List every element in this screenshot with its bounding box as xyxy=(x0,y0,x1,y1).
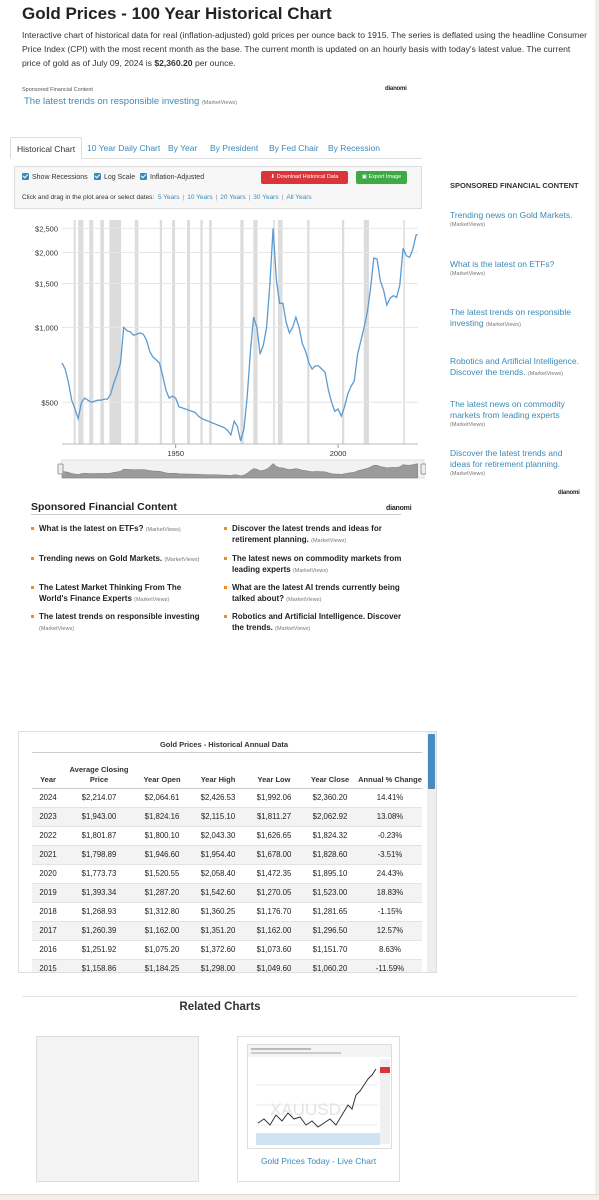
table-row xyxy=(32,864,422,883)
table-row xyxy=(32,902,422,921)
x-tick-label: 2000 xyxy=(329,449,347,458)
table-cell: $1,811.27 xyxy=(246,807,302,826)
tab-by-president[interactable]: By President xyxy=(210,143,259,153)
download-button-label: Download Historical Data xyxy=(276,174,339,180)
gold-price-chart[interactable] xyxy=(18,212,426,492)
table-row xyxy=(32,845,422,864)
related-chart-card-placeholder[interactable] xyxy=(36,1036,199,1182)
tab-historical-chart[interactable]: Historical Chart xyxy=(10,137,82,159)
right-sidebar-item[interactable] xyxy=(450,210,585,230)
divider xyxy=(31,514,401,515)
checkbox-checked-icon[interactable] xyxy=(94,173,101,180)
table-row xyxy=(32,921,422,940)
table-cell: $1,298.00 xyxy=(190,959,246,973)
sponsored-grid-item[interactable] xyxy=(31,582,211,606)
column-header: Year xyxy=(32,757,64,788)
tab-by-year[interactable]: By Year xyxy=(168,143,198,153)
checkbox-checked-icon[interactable] xyxy=(140,173,147,180)
table-cell: $1,372.60 xyxy=(190,940,246,959)
download-historical-data-button[interactable] xyxy=(261,171,348,184)
table-cell: $2,360.20 xyxy=(302,788,358,807)
table-cell: $1,287.20 xyxy=(134,883,190,902)
column-header: Annual % Change xyxy=(358,757,422,788)
column-header: Year High xyxy=(190,757,246,788)
current-gold-price: $2,360.20 xyxy=(154,58,193,68)
sponsored-grid-item-source: (MarketViews) xyxy=(311,538,347,544)
table-row xyxy=(32,940,422,959)
dianomi-logo: dianomi xyxy=(386,505,412,512)
scrollbar-thumb[interactable] xyxy=(428,734,435,789)
annual-change-cell: -0.23% xyxy=(358,826,422,845)
sponsored-grid-item-text[interactable]: The Latest Market Thinking From The World's Finance Experts xyxy=(39,583,182,603)
recession-band xyxy=(135,220,139,444)
table-cell: $1,946.60 xyxy=(134,845,190,864)
sponsored-grid-item[interactable] xyxy=(31,523,211,536)
download-icon: ⬇ xyxy=(270,174,277,180)
recession-band xyxy=(307,220,309,444)
table-cell: $1,260.39 xyxy=(64,921,134,940)
recession-band xyxy=(160,220,162,444)
annual-change-cell: -3.51% xyxy=(358,845,422,864)
bottom-page-border xyxy=(0,1194,599,1200)
divider xyxy=(32,752,422,753)
sponsored-grid-item-text[interactable]: Robotics and Artificial Intelligence. Discover the trends. xyxy=(232,612,402,632)
right-sidebar-item-source: (MarketViews) xyxy=(485,322,521,328)
table-cell: $1,162.00 xyxy=(246,921,302,940)
recession-band xyxy=(172,220,175,444)
top-sponsored-link[interactable] xyxy=(24,96,237,107)
table-cell: $1,626.65 xyxy=(246,826,302,845)
table-cell: $1,251.92 xyxy=(64,940,134,959)
table-cell: $1,801.87 xyxy=(64,826,134,845)
recession-band xyxy=(100,220,104,444)
table-row xyxy=(32,788,422,807)
right-sidebar-item-source: (MarketViews) xyxy=(450,271,486,277)
table-cell: $2,058.40 xyxy=(190,864,246,883)
table-cell: 2019 xyxy=(32,883,64,902)
recession-band xyxy=(240,220,243,444)
table-row xyxy=(32,826,422,845)
date-link-all-years[interactable]: All Years xyxy=(286,194,312,201)
recession-band xyxy=(278,220,283,444)
right-sidebar-item-text[interactable]: Trending news on Gold Markets. xyxy=(450,210,573,220)
right-sidebar-item[interactable] xyxy=(450,307,585,330)
table-cell: $1,954.40 xyxy=(190,845,246,864)
log-scale-label: Log Scale xyxy=(104,174,136,181)
column-header: Year Low xyxy=(246,757,302,788)
table-cell: $1,523.00 xyxy=(302,883,358,902)
annual-change-cell: -11.59% xyxy=(358,959,422,973)
sponsored-grid-item[interactable] xyxy=(31,553,211,566)
annual-change-cell: 12.57% xyxy=(358,921,422,940)
column-header: Year Open xyxy=(134,757,190,788)
y-tick-label: $1,500 xyxy=(35,279,58,289)
y-tick-label: $2,500 xyxy=(35,224,58,234)
y-tick-label: $2,000 xyxy=(35,248,58,258)
right-sidebar-item-source: (MarketViews) xyxy=(527,371,564,377)
recession-band xyxy=(364,220,369,444)
table-cell: $2,043.30 xyxy=(190,826,246,845)
right-sidebar-item[interactable] xyxy=(450,259,585,279)
sponsored-grid-item[interactable] xyxy=(224,523,404,547)
table-cell: $1,472.35 xyxy=(246,864,302,883)
live-chart-thumbnail[interactable] xyxy=(247,1044,392,1149)
table-cell: 2017 xyxy=(32,921,64,940)
right-sidebar-item[interactable] xyxy=(450,448,585,479)
table-cell: 2015 xyxy=(32,959,64,973)
date-link-5-years[interactable]: 5 Years xyxy=(157,194,180,201)
table-cell: $1,360.25 xyxy=(190,902,246,921)
annual-change-cell: 14.41% xyxy=(358,788,422,807)
table-cell: $1,828.60 xyxy=(302,845,358,864)
sponsored-grid-item-text[interactable]: What are the latest AI trends currently being talked about? xyxy=(232,583,400,603)
inflation-adjusted-label: Inflation-Adjusted xyxy=(150,174,205,181)
right-sidebar-item-text[interactable]: The latest news on commodity markets from leading experts xyxy=(450,399,565,420)
tab-10-year-daily-chart[interactable]: 10 Year Daily Chart xyxy=(87,143,161,153)
table-cell: $1,351.20 xyxy=(190,921,246,940)
table-cell: 2020 xyxy=(32,864,64,883)
date-link-10-years[interactable]: 10 Years xyxy=(187,194,213,201)
navigator-handle-left xyxy=(58,464,63,474)
annual-data-table-panel[interactable] xyxy=(18,731,437,973)
table-cell: 2024 xyxy=(32,788,64,807)
sponsored-grid-item-source: (MarketViews) xyxy=(145,527,181,533)
table-row xyxy=(32,883,422,902)
table-cell: $1,151.70 xyxy=(302,940,358,959)
table-cell: $1,798.89 xyxy=(64,845,134,864)
table-cell: $1,773.73 xyxy=(64,864,134,883)
chart-tabs xyxy=(10,137,422,159)
table-cell: $1,312.80 xyxy=(134,902,190,921)
table-cell: $1,943.00 xyxy=(64,807,134,826)
sponsored-grid-item-source: (MarketViews) xyxy=(275,626,311,632)
sponsored-label: Sponsored Financial Content xyxy=(22,87,93,93)
description-text: Interactive chart of historical data for real (inflation-adjusted) gold prices per ounce back to 1915. The series is deflated using the headline Consumer Price Index (CPI) with the most recent month as the base. The current month is updated on an hourly basis with today's latest value. The current price of gold as of July 09, 2024 is xyxy=(22,30,587,68)
chart-controls xyxy=(14,166,422,209)
table-cell: $1,281.65 xyxy=(302,902,358,921)
sponsored-grid-item-source: (MarketViews) xyxy=(134,597,170,603)
table-cell: 2016 xyxy=(32,940,64,959)
table-cell: $1,158.86 xyxy=(64,959,134,973)
recession-band xyxy=(209,220,212,444)
column-header: Average Closing Price xyxy=(64,757,134,788)
tab-by-fed-chair[interactable]: By Fed Chair xyxy=(269,143,319,153)
top-sponsored-link-text[interactable]: The latest trends on responsible investing xyxy=(24,96,200,107)
table-cell: 2021 xyxy=(32,845,64,864)
right-sidebar-item-source: (MarketViews) xyxy=(450,471,486,477)
recession-band xyxy=(89,220,93,444)
checkbox-checked-icon[interactable] xyxy=(22,173,29,180)
navigator-handle-right xyxy=(421,464,426,474)
x-tick-label: 1950 xyxy=(167,449,185,458)
sponsored-grid-item[interactable] xyxy=(224,611,404,635)
right-sidebar-item-source: (MarketViews) xyxy=(450,422,486,428)
table-cell: $1,049.60 xyxy=(246,959,302,973)
sponsored-grid-heading: Sponsored Financial Content xyxy=(31,501,177,513)
sponsored-grid-item-source: (MarketViews) xyxy=(286,597,322,603)
table-cell: $1,542.60 xyxy=(190,883,246,902)
table-cell: $1,268.93 xyxy=(64,902,134,921)
y-tick-label: $1,000 xyxy=(35,323,58,333)
right-page-border xyxy=(595,0,599,1200)
table-scrollbar[interactable] xyxy=(427,732,436,973)
table-cell: $1,073.60 xyxy=(246,940,302,959)
annual-table-title: Gold Prices - Historical Annual Data xyxy=(159,740,289,749)
table-cell: $1,393.34 xyxy=(64,883,134,902)
export-button-label: Export Image xyxy=(368,174,402,180)
gold-price-chart-svg[interactable] xyxy=(18,212,426,492)
table-cell: 2023 xyxy=(32,807,64,826)
table-cell: $1,992.06 xyxy=(246,788,302,807)
separator: | xyxy=(182,194,185,201)
recession-band xyxy=(403,220,405,444)
date-range-selector xyxy=(22,194,312,201)
right-sidebar-item-text[interactable]: Discover the latest trends and ideas for retirement planning. xyxy=(450,448,563,469)
related-chart-card-live[interactable] xyxy=(237,1036,400,1182)
table-row xyxy=(32,807,422,826)
right-sidebar-item-text[interactable]: What is the latest on ETFs? xyxy=(450,259,555,269)
annual-data-table xyxy=(32,757,422,973)
dianomi-logo: dianomi xyxy=(558,490,580,496)
table-cell: $1,824.32 xyxy=(302,826,358,845)
table-cell: $1,895.10 xyxy=(302,864,358,883)
right-sidebar-item-source: (MarketViews) xyxy=(450,222,486,228)
table-cell: $1,296.50 xyxy=(302,921,358,940)
inflation-adjusted-checkbox[interactable] xyxy=(140,173,204,183)
show-recessions-label: Show Recessions xyxy=(32,174,88,181)
sponsored-grid-item-text[interactable]: Trending news on Gold Markets. xyxy=(39,554,163,563)
recession-band xyxy=(78,220,83,444)
right-sidebar-item-text[interactable]: The latest trends on responsible investing xyxy=(450,307,571,328)
table-cell: $1,678.00 xyxy=(246,845,302,864)
annual-change-cell: 24.43% xyxy=(358,864,422,883)
right-sidebar-item[interactable] xyxy=(450,356,585,379)
annual-table-body xyxy=(32,788,422,973)
date-link-30-years[interactable]: 30 Years xyxy=(253,194,279,201)
show-recessions-checkbox[interactable] xyxy=(22,173,88,183)
sponsored-grid-item-source: (MarketViews) xyxy=(39,626,75,632)
table-cell: $2,064.61 xyxy=(134,788,190,807)
table-cell: $1,824.16 xyxy=(134,807,190,826)
live-chart-caption[interactable]: Gold Prices Today - Live Chart xyxy=(260,1156,377,1166)
annual-change-cell: 8.63% xyxy=(358,940,422,959)
live-chart-thumbnail-svg xyxy=(248,1045,392,1149)
recession-band xyxy=(109,220,121,444)
table-cell: $1,176.70 xyxy=(246,902,302,921)
annual-change-cell: -1.15% xyxy=(358,902,422,921)
table-row xyxy=(32,959,422,973)
separator: | xyxy=(281,194,284,201)
related-charts-heading: Related Charts xyxy=(179,1001,261,1013)
sponsored-grid-item-text[interactable]: The latest trends on responsible investing xyxy=(39,612,200,621)
page-description xyxy=(22,28,587,70)
recession-band xyxy=(200,220,202,444)
sponsored-grid-item[interactable] xyxy=(31,611,211,635)
table-cell: $2,426.53 xyxy=(190,788,246,807)
table-cell: $1,520.55 xyxy=(134,864,190,883)
separator: | xyxy=(215,194,218,201)
thumb-watermark: XAUUSD xyxy=(270,1100,341,1119)
sponsored-grid-item-source: (MarketViews) xyxy=(292,568,328,574)
top-sponsored-source: (MarketViews) xyxy=(201,100,238,106)
table-cell: $2,062.92 xyxy=(302,807,358,826)
table-cell: $2,115.10 xyxy=(190,807,246,826)
sponsored-grid-item-text[interactable]: What is the latest on ETFs? xyxy=(39,524,144,533)
export-image-button[interactable] xyxy=(356,171,407,184)
right-sidebar-item[interactable] xyxy=(450,399,585,430)
description-text-end: per ounce. xyxy=(192,58,236,68)
log-scale-checkbox[interactable] xyxy=(94,173,135,183)
right-sidebar-heading: SPONSORED FINANCIAL CONTENT xyxy=(450,181,579,190)
separator: | xyxy=(248,194,251,201)
page-title: Gold Prices - 100 Year Historical Chart xyxy=(22,4,332,23)
table-cell: $1,060.20 xyxy=(302,959,358,973)
image-icon: ▣ xyxy=(361,174,369,180)
table-cell: $1,162.00 xyxy=(134,921,190,940)
divider xyxy=(22,996,577,997)
sponsored-grid-item-source: (MarketViews) xyxy=(164,557,200,563)
table-cell: 2022 xyxy=(32,826,64,845)
dianomi-logo: dianomi xyxy=(385,86,407,92)
annual-change-cell: 13.08% xyxy=(358,807,422,826)
annual-change-cell: 18.83% xyxy=(358,883,422,902)
tab-by-recession[interactable]: By Recession xyxy=(328,143,380,153)
sponsored-grid-item[interactable] xyxy=(224,582,404,606)
date-range-prompt: Click and drag in the plot area or select dates: xyxy=(22,194,155,201)
sponsored-grid-item[interactable] xyxy=(224,553,404,577)
column-header: Year Close xyxy=(302,757,358,788)
sponsored-grid-item-text[interactable]: Discover the latest trends and ideas for retirement planning. xyxy=(232,524,382,544)
y-tick-label: $500 xyxy=(41,398,58,408)
right-sidebar-item-text[interactable]: Robotics and Artificial Intelligence. Discover the trends. xyxy=(450,356,579,377)
table-cell: $1,270.05 xyxy=(246,883,302,902)
sponsored-grid-item-text[interactable]: The latest news on commodity markets from leading experts xyxy=(232,554,402,574)
table-cell: $1,800.10 xyxy=(134,826,190,845)
table-cell: $1,184.25 xyxy=(134,959,190,973)
table-cell: $1,075.20 xyxy=(134,940,190,959)
table-cell: 2018 xyxy=(32,902,64,921)
table-cell: $2,214.07 xyxy=(64,788,134,807)
date-link-20-years[interactable]: 20 Years xyxy=(220,194,246,201)
